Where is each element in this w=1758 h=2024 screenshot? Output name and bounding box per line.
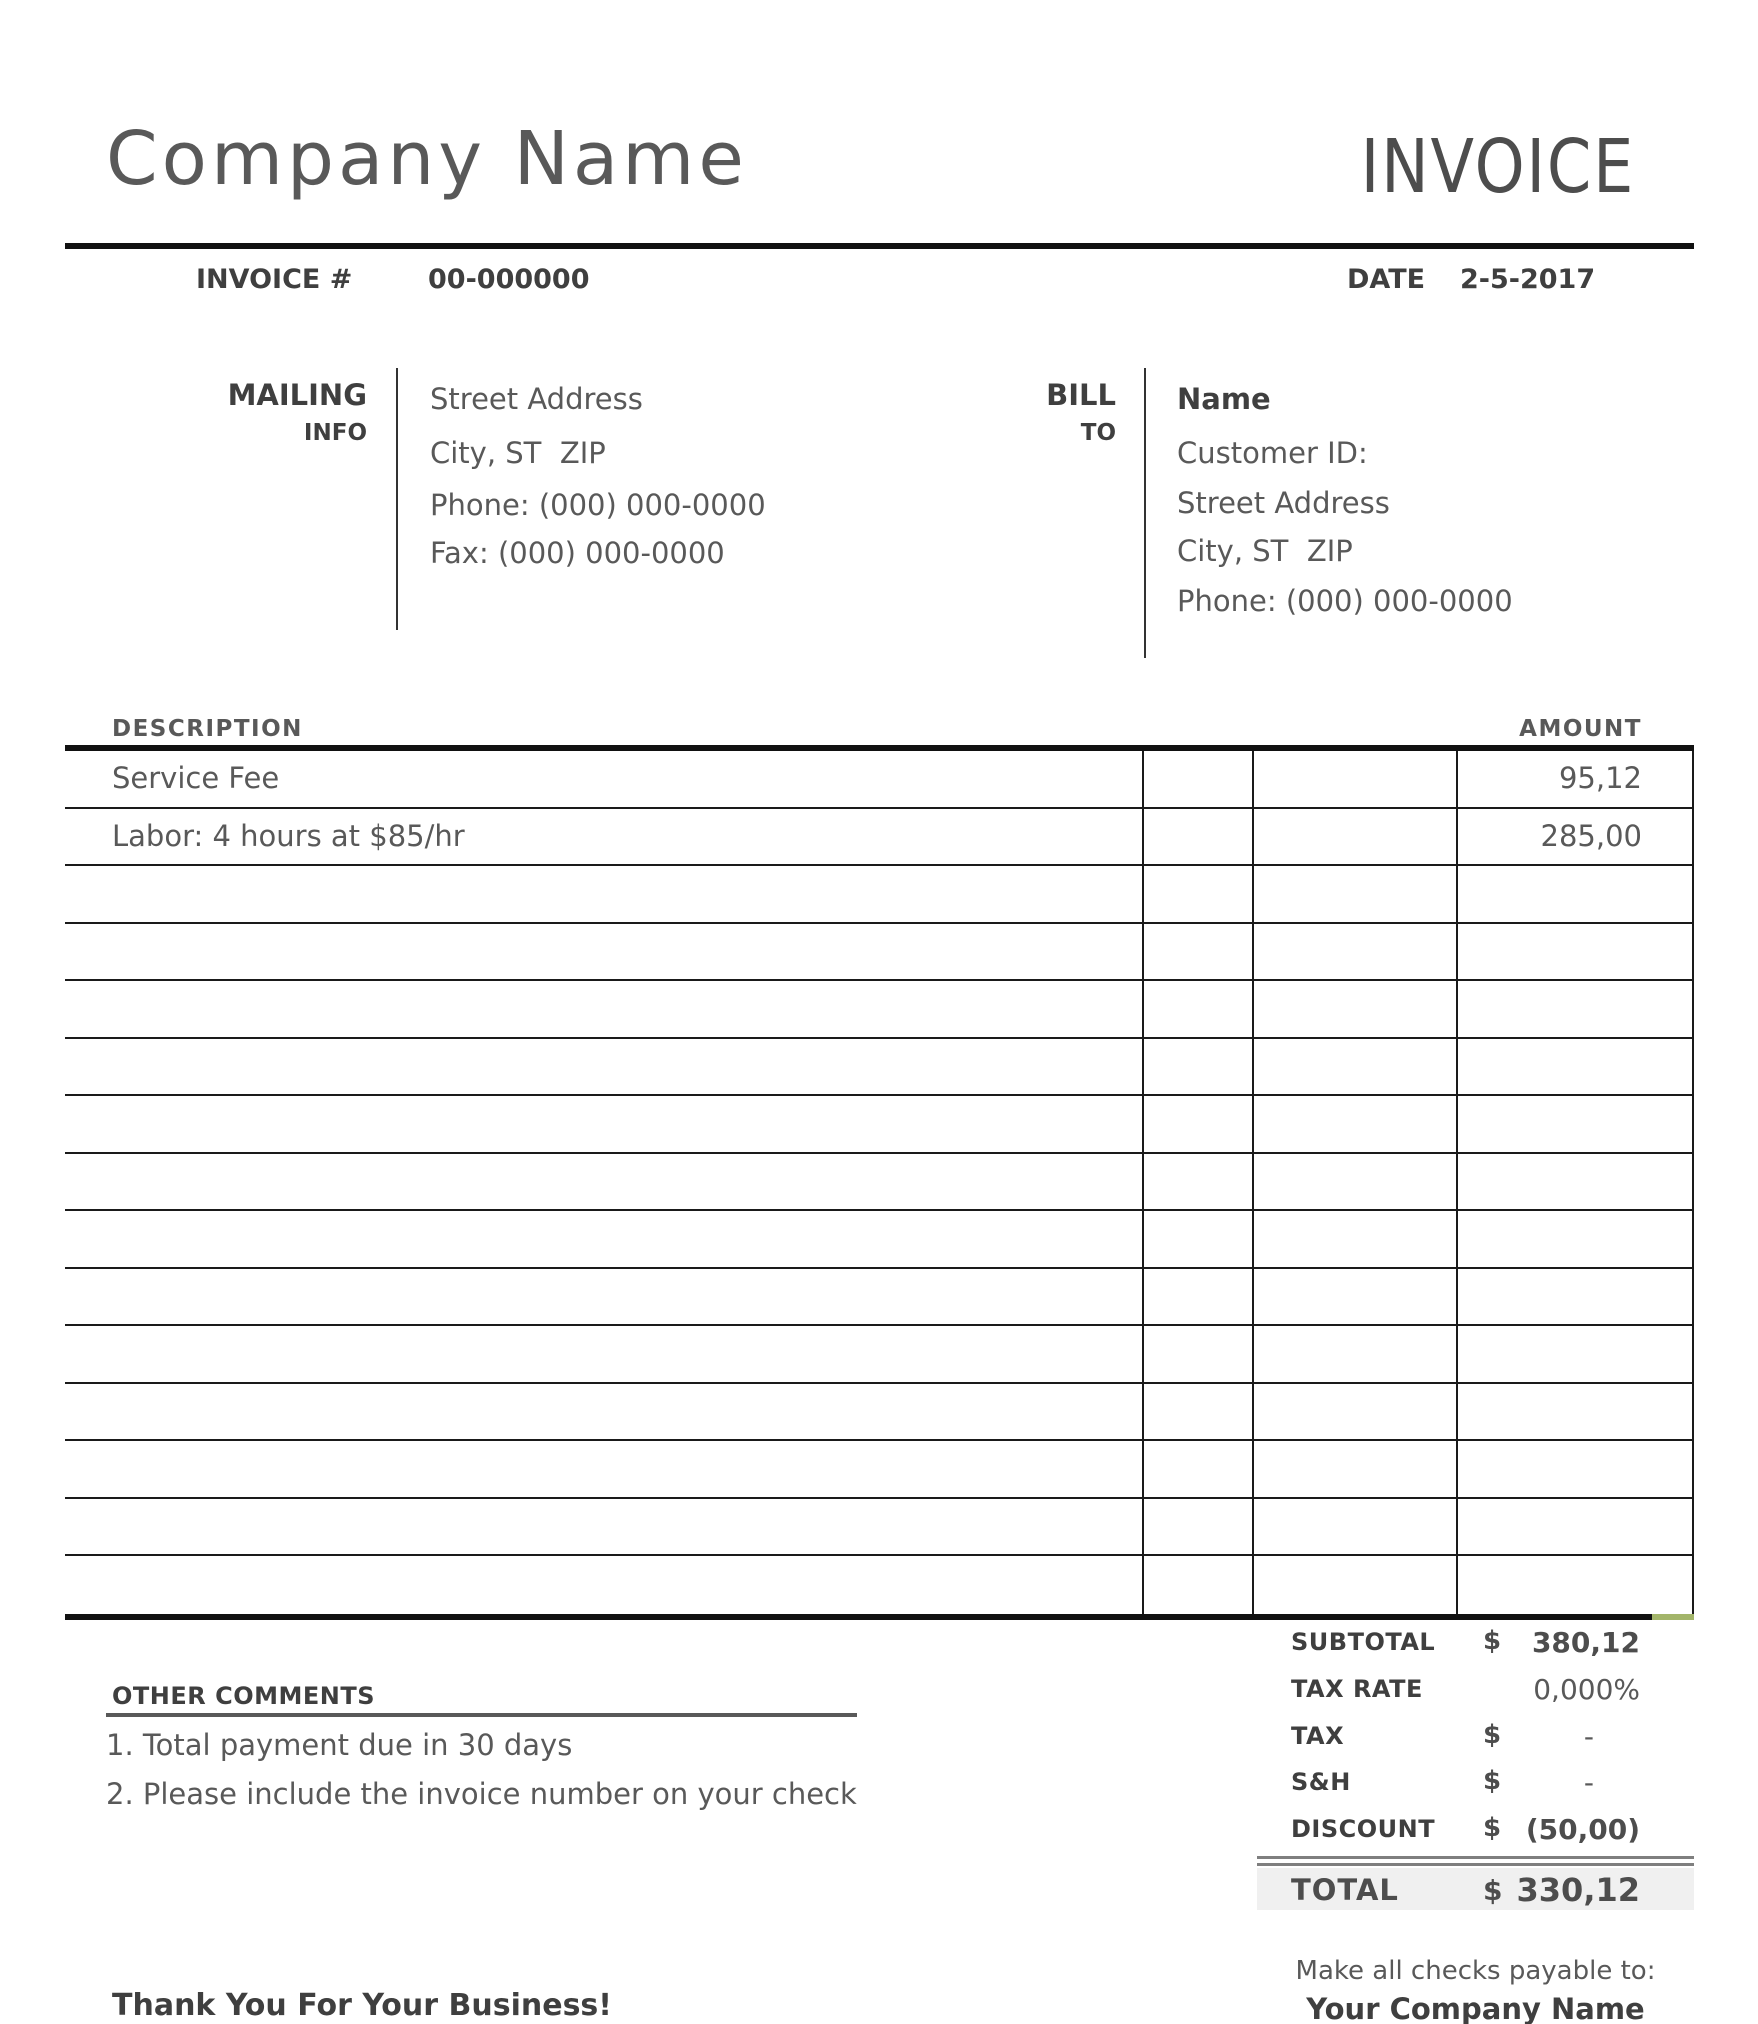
table-row-empty	[65, 1211, 1694, 1269]
amount-cell	[1456, 1269, 1694, 1325]
mailing-info-sublabel: INFO	[303, 420, 367, 446]
table-row-empty	[65, 924, 1694, 982]
description-column-header: DESCRIPTION	[112, 716, 303, 742]
taxed-cell	[1252, 924, 1456, 980]
description-cell	[65, 866, 1142, 922]
totals-row-currency: $	[1483, 1766, 1502, 1797]
taxed-cell	[1252, 751, 1456, 807]
amount-cell: 95,12	[1456, 751, 1694, 807]
quantity-cell	[1142, 981, 1252, 1037]
quantity-cell	[1142, 1556, 1252, 1614]
description-cell	[65, 1211, 1142, 1267]
table-row-empty	[65, 1326, 1694, 1384]
quantity-cell	[1142, 866, 1252, 922]
date-label: DATE	[1347, 264, 1426, 295]
description-cell: Service Fee	[112, 761, 280, 795]
total-double-rule	[1257, 1856, 1694, 1866]
table-row-empty	[65, 1384, 1694, 1442]
amount-cell	[1456, 1039, 1694, 1095]
bill-to-divider	[1144, 368, 1146, 658]
table-body	[65, 751, 1694, 1614]
comment-item: 2. Please include the invoice number on your check	[106, 1777, 857, 1811]
amount-cell	[1456, 1499, 1694, 1555]
totals-row-label: DISCOUNT	[1291, 1815, 1436, 1844]
table-row-empty	[65, 1039, 1694, 1097]
description-cell	[65, 1326, 1142, 1382]
mailing-info-label: MAILING	[227, 378, 367, 412]
date-value: 2-5-2017	[1460, 264, 1596, 295]
quantity-cell	[1142, 809, 1252, 865]
quantity-cell	[1142, 751, 1252, 807]
taxed-cell	[1252, 809, 1456, 865]
quantity-cell	[1142, 924, 1252, 980]
table-row-empty	[65, 1499, 1694, 1557]
description-cell	[65, 1039, 1142, 1095]
totals-row-value: 380,12	[1531, 1626, 1640, 1659]
taxed-cell	[1252, 866, 1456, 922]
totals-row-value: 0,000%	[1533, 1672, 1640, 1706]
quantity-cell	[1142, 1384, 1252, 1440]
total-row	[1257, 1868, 1694, 1910]
quantity-cell	[1142, 1096, 1252, 1152]
table-row-empty	[65, 1096, 1694, 1154]
quantity-cell	[1142, 1154, 1252, 1210]
mailing-phone: Phone: (000) 000-0000	[430, 488, 766, 522]
taxed-cell	[1252, 1154, 1456, 1210]
quantity-cell	[1142, 1441, 1252, 1497]
bill-to-customer-id: Customer ID:	[1177, 436, 1368, 470]
totals-row-value: -	[1583, 1766, 1594, 1800]
totals-row	[1257, 1622, 1694, 1669]
description-cell	[65, 981, 1142, 1037]
comment-item: 1. Total payment due in 30 days	[106, 1728, 573, 1762]
amount-cell	[1456, 1096, 1694, 1152]
totals-row-value: -	[1583, 1719, 1594, 1753]
totals-row-value: (50,00)	[1525, 1813, 1640, 1847]
amount-cell: 285,00	[1456, 809, 1694, 865]
taxed-cell	[1252, 1326, 1456, 1382]
totals-row-label: SUBTOTAL	[1291, 1628, 1436, 1656]
taxed-cell	[1252, 1211, 1456, 1267]
quantity-cell	[1142, 1211, 1252, 1267]
taxed-cell	[1252, 1556, 1456, 1614]
totals-row-label: TAX RATE	[1291, 1674, 1423, 1703]
table-row	[65, 809, 1694, 867]
table-bottom-rule	[65, 1614, 1652, 1620]
company-name-title: Company Name	[106, 116, 748, 202]
taxed-cell	[1252, 1039, 1456, 1095]
taxed-cell	[1252, 1096, 1456, 1152]
amount-cell	[1456, 1556, 1694, 1614]
amount-cell	[1456, 1326, 1694, 1382]
totals-row	[1257, 1716, 1694, 1763]
amount-cell	[1456, 1211, 1694, 1267]
table-row-empty	[65, 981, 1694, 1039]
description-cell	[65, 1154, 1142, 1210]
mailing-city: City, ST ZIP	[430, 436, 606, 470]
table-row-empty	[65, 1441, 1694, 1499]
totals-row-label: TAX	[1291, 1721, 1345, 1750]
amount-column-header: AMOUNT	[1519, 716, 1642, 742]
amount-cell	[1456, 1441, 1694, 1497]
bill-to-phone: Phone: (000) 000-0000	[1177, 584, 1513, 618]
table-row-empty	[65, 1269, 1694, 1327]
amount-cell	[1456, 1384, 1694, 1440]
total-currency: $	[1483, 1874, 1503, 1907]
thank-you-message: Thank You For Your Business!	[112, 1988, 612, 2023]
total-value: 330,12	[1516, 1871, 1640, 1909]
bill-to-sublabel: TO	[1080, 420, 1116, 446]
taxed-cell	[1252, 1499, 1456, 1555]
bill-to-label: BILL	[1046, 378, 1116, 412]
description-cell	[65, 1556, 1142, 1614]
other-comments-underline	[106, 1713, 857, 1717]
checks-payable-name: Your Company Name	[1306, 1992, 1645, 2024]
table-row-empty	[65, 1154, 1694, 1212]
other-comments-title: OTHER COMMENTS	[112, 1682, 376, 1710]
quantity-cell	[1142, 1039, 1252, 1095]
amount-cell	[1456, 866, 1694, 922]
description-cell	[65, 1441, 1142, 1497]
totals-row	[1257, 1809, 1694, 1856]
table-bottom-rule-accent	[1652, 1614, 1694, 1620]
bill-to-street: Street Address	[1177, 486, 1390, 520]
header-divider-rule	[65, 243, 1694, 249]
description-cell	[65, 1499, 1142, 1555]
taxed-cell	[1252, 1269, 1456, 1325]
taxed-cell	[1252, 1384, 1456, 1440]
quantity-cell	[1142, 1326, 1252, 1382]
table-row-empty	[65, 866, 1694, 924]
totals-row-label: S&H	[1291, 1768, 1351, 1797]
invoice-number-label: INVOICE #	[196, 264, 353, 295]
total-label: TOTAL	[1291, 1873, 1399, 1907]
description-cell	[65, 1269, 1142, 1325]
description-cell	[65, 1096, 1142, 1152]
totals-row-currency: $	[1483, 1719, 1502, 1750]
description-cell	[65, 1384, 1142, 1440]
amount-cell	[1456, 981, 1694, 1037]
invoice-number-value: 00-000000	[428, 264, 590, 295]
quantity-cell	[1142, 1499, 1252, 1555]
invoice-title: INVOICE	[1360, 124, 1635, 210]
description-cell	[65, 924, 1142, 980]
amount-cell	[1456, 1154, 1694, 1210]
totals-row-currency: $	[1483, 1626, 1502, 1656]
totals-row	[1257, 1762, 1694, 1809]
description-cell: Labor: 4 hours at $85/hr	[112, 818, 465, 853]
mailing-fax: Fax: (000) 000-0000	[430, 536, 725, 570]
table-row-empty	[65, 1556, 1694, 1614]
mailing-divider	[396, 368, 398, 630]
bill-to-name: Name	[1177, 382, 1271, 416]
totals-row-currency: $	[1483, 1813, 1502, 1844]
mailing-street: Street Address	[430, 382, 643, 416]
amount-cell	[1456, 924, 1694, 980]
totals-row	[1257, 1669, 1694, 1716]
checks-payable-caption: Make all checks payable to:	[1295, 1956, 1656, 1986]
quantity-cell	[1142, 1269, 1252, 1325]
taxed-cell	[1252, 981, 1456, 1037]
table-row	[65, 751, 1694, 809]
taxed-cell	[1252, 1441, 1456, 1497]
bill-to-city: City, ST ZIP	[1177, 534, 1353, 568]
totals-section	[1257, 1622, 1694, 1856]
